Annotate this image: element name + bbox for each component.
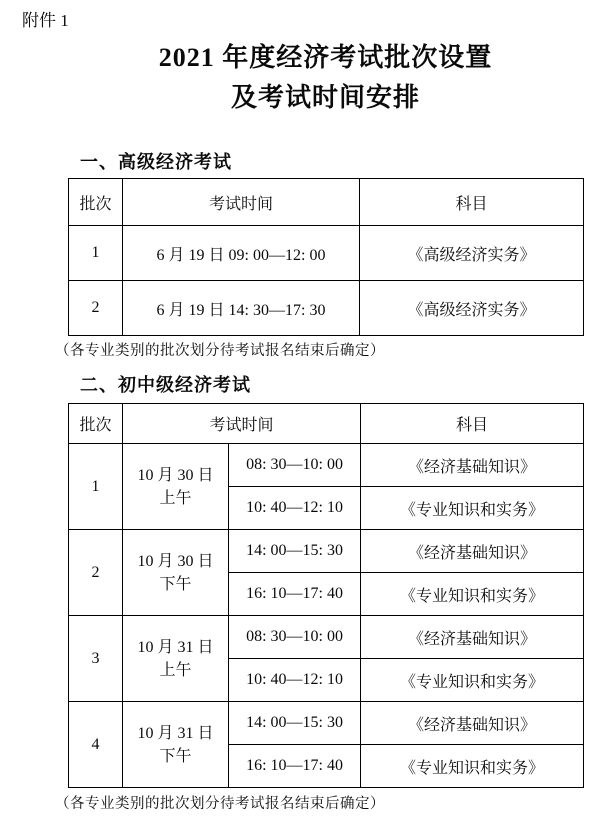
subject-cell: 《高级经济实务》: [360, 281, 584, 336]
subject-cell: 《专业知识和实务》: [361, 659, 584, 702]
time-cell: 6 月 19 日 09: 00—12: 00: [123, 226, 360, 281]
table-header-row: [69, 404, 584, 444]
document-title-line1: 2021 年度经济考试批次设置: [158, 43, 493, 72]
table-row: [69, 226, 584, 281]
date-line2: 上午: [159, 661, 192, 679]
header-cell-time: 考试时间: [123, 179, 360, 226]
time-cell: 08: 30—10: 00: [229, 616, 361, 659]
subject-cell: 《经济基础知识》: [361, 530, 584, 573]
attachment-label: 附件 1: [22, 11, 69, 30]
time-cell: 14: 00—15: 30: [229, 530, 361, 573]
time-cell: 16: 10—17: 40: [229, 573, 361, 616]
date-line2: 上午: [159, 489, 192, 507]
header-cell-subject: 科目: [361, 404, 584, 444]
subject-cell: 《专业知识和实务》: [361, 573, 584, 616]
section2-heading: 二、初中级经济考试: [80, 375, 251, 395]
time-cell: 6 月 19 日 14: 30—17: 30: [123, 281, 360, 336]
table-row: [69, 530, 584, 573]
batch-cell: 1: [69, 444, 123, 530]
header-cell-time: 考试时间: [123, 404, 361, 444]
date-line1: 10 月 31 日: [137, 724, 214, 742]
batch-cell: 1: [69, 226, 123, 281]
date-line1: 10 月 30 日: [137, 466, 214, 484]
time-cell: 10: 40—12: 10: [229, 487, 361, 530]
batch-cell: 2: [69, 530, 123, 616]
date-cell: [123, 530, 229, 616]
date-cell: [123, 616, 229, 702]
time-cell: 08: 30—10: 00: [229, 444, 361, 487]
section2-footnote: （各专业类别的批次划分待考试报名结束后确定）: [55, 796, 385, 812]
table-row: [69, 281, 584, 336]
subject-cell: 《经济基础知识》: [361, 702, 584, 745]
date-line1: 10 月 31 日: [137, 638, 214, 656]
batch-cell: 2: [69, 281, 123, 336]
date-line2: 下午: [159, 747, 192, 765]
subject-cell: 《高级经济实务》: [360, 226, 584, 281]
date-cell: [123, 444, 229, 530]
time-cell: 10: 40—12: 10: [229, 659, 361, 702]
document-title: [68, 38, 583, 118]
subject-cell: 《经济基础知识》: [361, 616, 584, 659]
section1-footnote: （各专业类别的批次划分待考试报名结束后确定）: [55, 343, 385, 359]
time-cell: 14: 00—15: 30: [229, 702, 361, 745]
batch-cell: 4: [69, 702, 123, 788]
document-title-line2: 及考试时间安排: [230, 83, 420, 112]
section1-heading: 一、高级经济考试: [80, 152, 232, 172]
table-row: [69, 444, 584, 487]
subject-cell: 《经济基础知识》: [361, 444, 584, 487]
senior-exam-table: [68, 178, 584, 336]
header-cell-batch: 批次: [69, 179, 123, 226]
date-line1: 10 月 30 日: [137, 552, 214, 570]
subject-cell: 《专业知识和实务》: [361, 745, 584, 788]
table-header-row: [69, 179, 584, 226]
date-line2: 下午: [159, 575, 192, 593]
time-cell: 16: 10—17: 40: [229, 745, 361, 788]
junior-intermediate-exam-table: [68, 403, 584, 788]
table-row: [69, 616, 584, 659]
table-row: [69, 702, 584, 745]
date-cell: [123, 702, 229, 788]
batch-cell: 3: [69, 616, 123, 702]
header-cell-subject: 科目: [360, 179, 584, 226]
header-cell-batch: 批次: [69, 404, 123, 444]
subject-cell: 《专业知识和实务》: [361, 487, 584, 530]
